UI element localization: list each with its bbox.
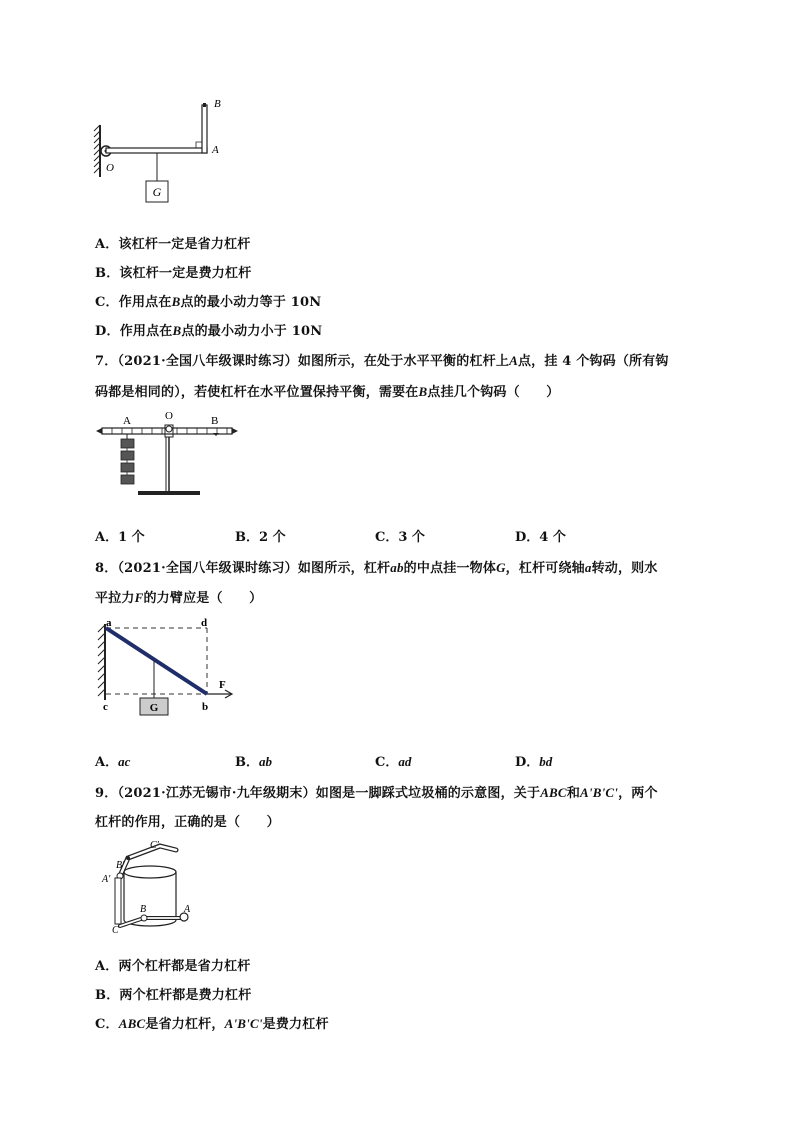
q6-option-d[interactable] — [95, 320, 322, 339]
stem-text: 码都是相同的），若使杠杆在水平位置保持平衡，需要在 — [95, 385, 419, 400]
stand-base — [138, 491, 200, 495]
option-text: 两个杠杆都是省力杠杆 — [118, 959, 251, 974]
q9-option-b[interactable] — [95, 984, 251, 1003]
q6-option-c[interactable] — [95, 291, 321, 310]
label-b: B — [211, 415, 219, 427]
option-text: 该杠杆一定是省力杠杆 — [118, 237, 251, 252]
option-text: 两个杠杆都是费力杠杆 — [119, 988, 252, 1003]
q6-option-a[interactable] — [95, 233, 251, 252]
stem-var: F — [134, 590, 144, 605]
figure-q6-lever — [90, 95, 240, 210]
hook-weights — [121, 439, 134, 484]
figure-q7-lever-balance — [92, 405, 242, 500]
stem-var: B — [418, 384, 428, 399]
q9-stem-line2 — [95, 811, 280, 830]
label-a-prime: A' — [102, 874, 111, 885]
q8-option-c[interactable] — [375, 751, 411, 770]
label-c-prime: C' — [150, 840, 159, 851]
stem-text: 转动，则水 — [591, 561, 658, 576]
option-text: 2 个 — [259, 530, 286, 545]
stem-text: 点，挂 4 个钩码（所有钩 — [517, 354, 669, 369]
stem-var: ABC — [540, 785, 567, 800]
lever-ab — [106, 628, 207, 694]
q8-option-d[interactable] — [515, 751, 552, 770]
option-text: ac — [118, 754, 131, 769]
option-text: 点的最小动力小于 10N — [181, 324, 323, 339]
label-c: C — [112, 925, 119, 936]
option-text: ad — [398, 754, 412, 769]
option-letter: A． — [95, 959, 119, 974]
label-b: b — [202, 701, 209, 713]
label-b: B — [214, 98, 221, 110]
label-d: d — [201, 617, 208, 629]
lever-vertical-arm — [202, 105, 207, 153]
q6-option-b[interactable] — [95, 262, 251, 281]
stem-var: A'B'C' — [580, 785, 619, 800]
pedal-lever — [120, 918, 180, 926]
q9-stem-line1 — [95, 782, 658, 801]
q8-stem-line1 — [95, 557, 658, 576]
option-letter: C． — [375, 755, 399, 770]
label-a: A — [184, 904, 191, 915]
q9-option-a[interactable] — [95, 955, 251, 974]
option-letter: B． — [95, 266, 120, 281]
label-c: c — [103, 701, 108, 713]
option-letter: C． — [95, 295, 119, 310]
label-g: G — [149, 702, 159, 714]
option-letter: C． — [375, 530, 399, 545]
label-g: G — [152, 185, 162, 199]
stem-text: 杠杆的作用，正确的是（ ） — [95, 815, 280, 830]
q8-option-a[interactable] — [95, 751, 130, 770]
option-letter: A． — [95, 237, 119, 252]
option-text: 1 个 — [118, 530, 145, 545]
option-text: 该杠杆一定是费力杠杆 — [119, 266, 252, 281]
q7-stem-line2 — [95, 381, 559, 400]
stem-text: ，杠杆可绕轴 — [505, 561, 585, 576]
stem-text: 8．（2021·全国八年级课时练习）如图所示，杠杆 — [95, 561, 391, 576]
option-var: B — [172, 323, 182, 338]
option-text: 点的最小动力等于 10N — [180, 295, 322, 310]
option-text: 3 个 — [398, 530, 425, 545]
stem-text: 点挂几个钩码（ ） — [427, 385, 560, 400]
label-o: O — [106, 162, 114, 174]
label-a: A — [212, 144, 219, 156]
q7-stem-line1 — [95, 350, 669, 369]
option-var: A'B'C' — [224, 1016, 263, 1031]
option-text: 作用点在 — [119, 324, 173, 339]
label-a: A — [123, 415, 131, 427]
label-o: O — [165, 410, 173, 422]
stem-text: 和 — [566, 786, 581, 801]
label-b: B — [140, 904, 147, 915]
option-letter: A． — [95, 530, 119, 545]
option-text: ab — [259, 754, 272, 769]
figure-q8-lever-arm — [95, 612, 245, 722]
option-text: 作用点在 — [118, 295, 172, 310]
option-letter: A． — [95, 755, 119, 770]
q9-option-c[interactable] — [95, 1013, 329, 1032]
stem-var: G — [496, 560, 506, 575]
label-b-prime: B' — [116, 860, 125, 871]
stem-text: 平拉力 — [95, 591, 135, 606]
stem-text: 7．（2021·全国八年级课时练习）如图所示，在处于水平平衡的杠杆上 — [95, 354, 510, 369]
q7-option-c[interactable] — [375, 526, 425, 545]
label-f: F — [219, 679, 226, 691]
option-letter: B． — [235, 755, 259, 770]
option-text: 4 个 — [539, 530, 566, 545]
stem-text: 9．（2021·江苏无锡市·九年级期末）如图是一脚踩式垃圾桶的示意图，关于 — [95, 786, 541, 801]
option-text: 是省力杠杆， — [145, 1017, 225, 1032]
option-letter: D． — [515, 755, 540, 770]
q8-stem-line2 — [95, 587, 262, 606]
figure-q9-trash-can — [98, 838, 208, 938]
stem-text: 的中点挂一物体 — [403, 561, 497, 576]
stem-text: ，两个 — [618, 786, 658, 801]
stem-var: a — [584, 560, 592, 575]
option-letter: B． — [235, 530, 259, 545]
stem-text: 的力臂应是（ ） — [143, 591, 263, 606]
q7-option-b[interactable] — [235, 526, 286, 545]
stem-var: ab — [390, 560, 404, 575]
stem-var: A — [509, 353, 518, 368]
option-letter: D． — [95, 324, 120, 339]
option-letter: D． — [515, 530, 540, 545]
option-var: B — [171, 294, 181, 309]
q8-option-b[interactable] — [235, 751, 272, 770]
q7-option-a[interactable] — [95, 526, 145, 545]
option-letter: C． — [95, 1017, 119, 1032]
q7-option-d[interactable] — [515, 526, 566, 545]
option-var: ABC — [118, 1016, 146, 1031]
lever-horizontal-arm — [106, 148, 207, 153]
label-a: a — [106, 617, 112, 629]
option-text: bd — [539, 754, 553, 769]
option-text: 是费力杠杆 — [262, 1017, 329, 1032]
connecting-rod — [115, 878, 121, 924]
option-letter: B． — [95, 988, 120, 1003]
